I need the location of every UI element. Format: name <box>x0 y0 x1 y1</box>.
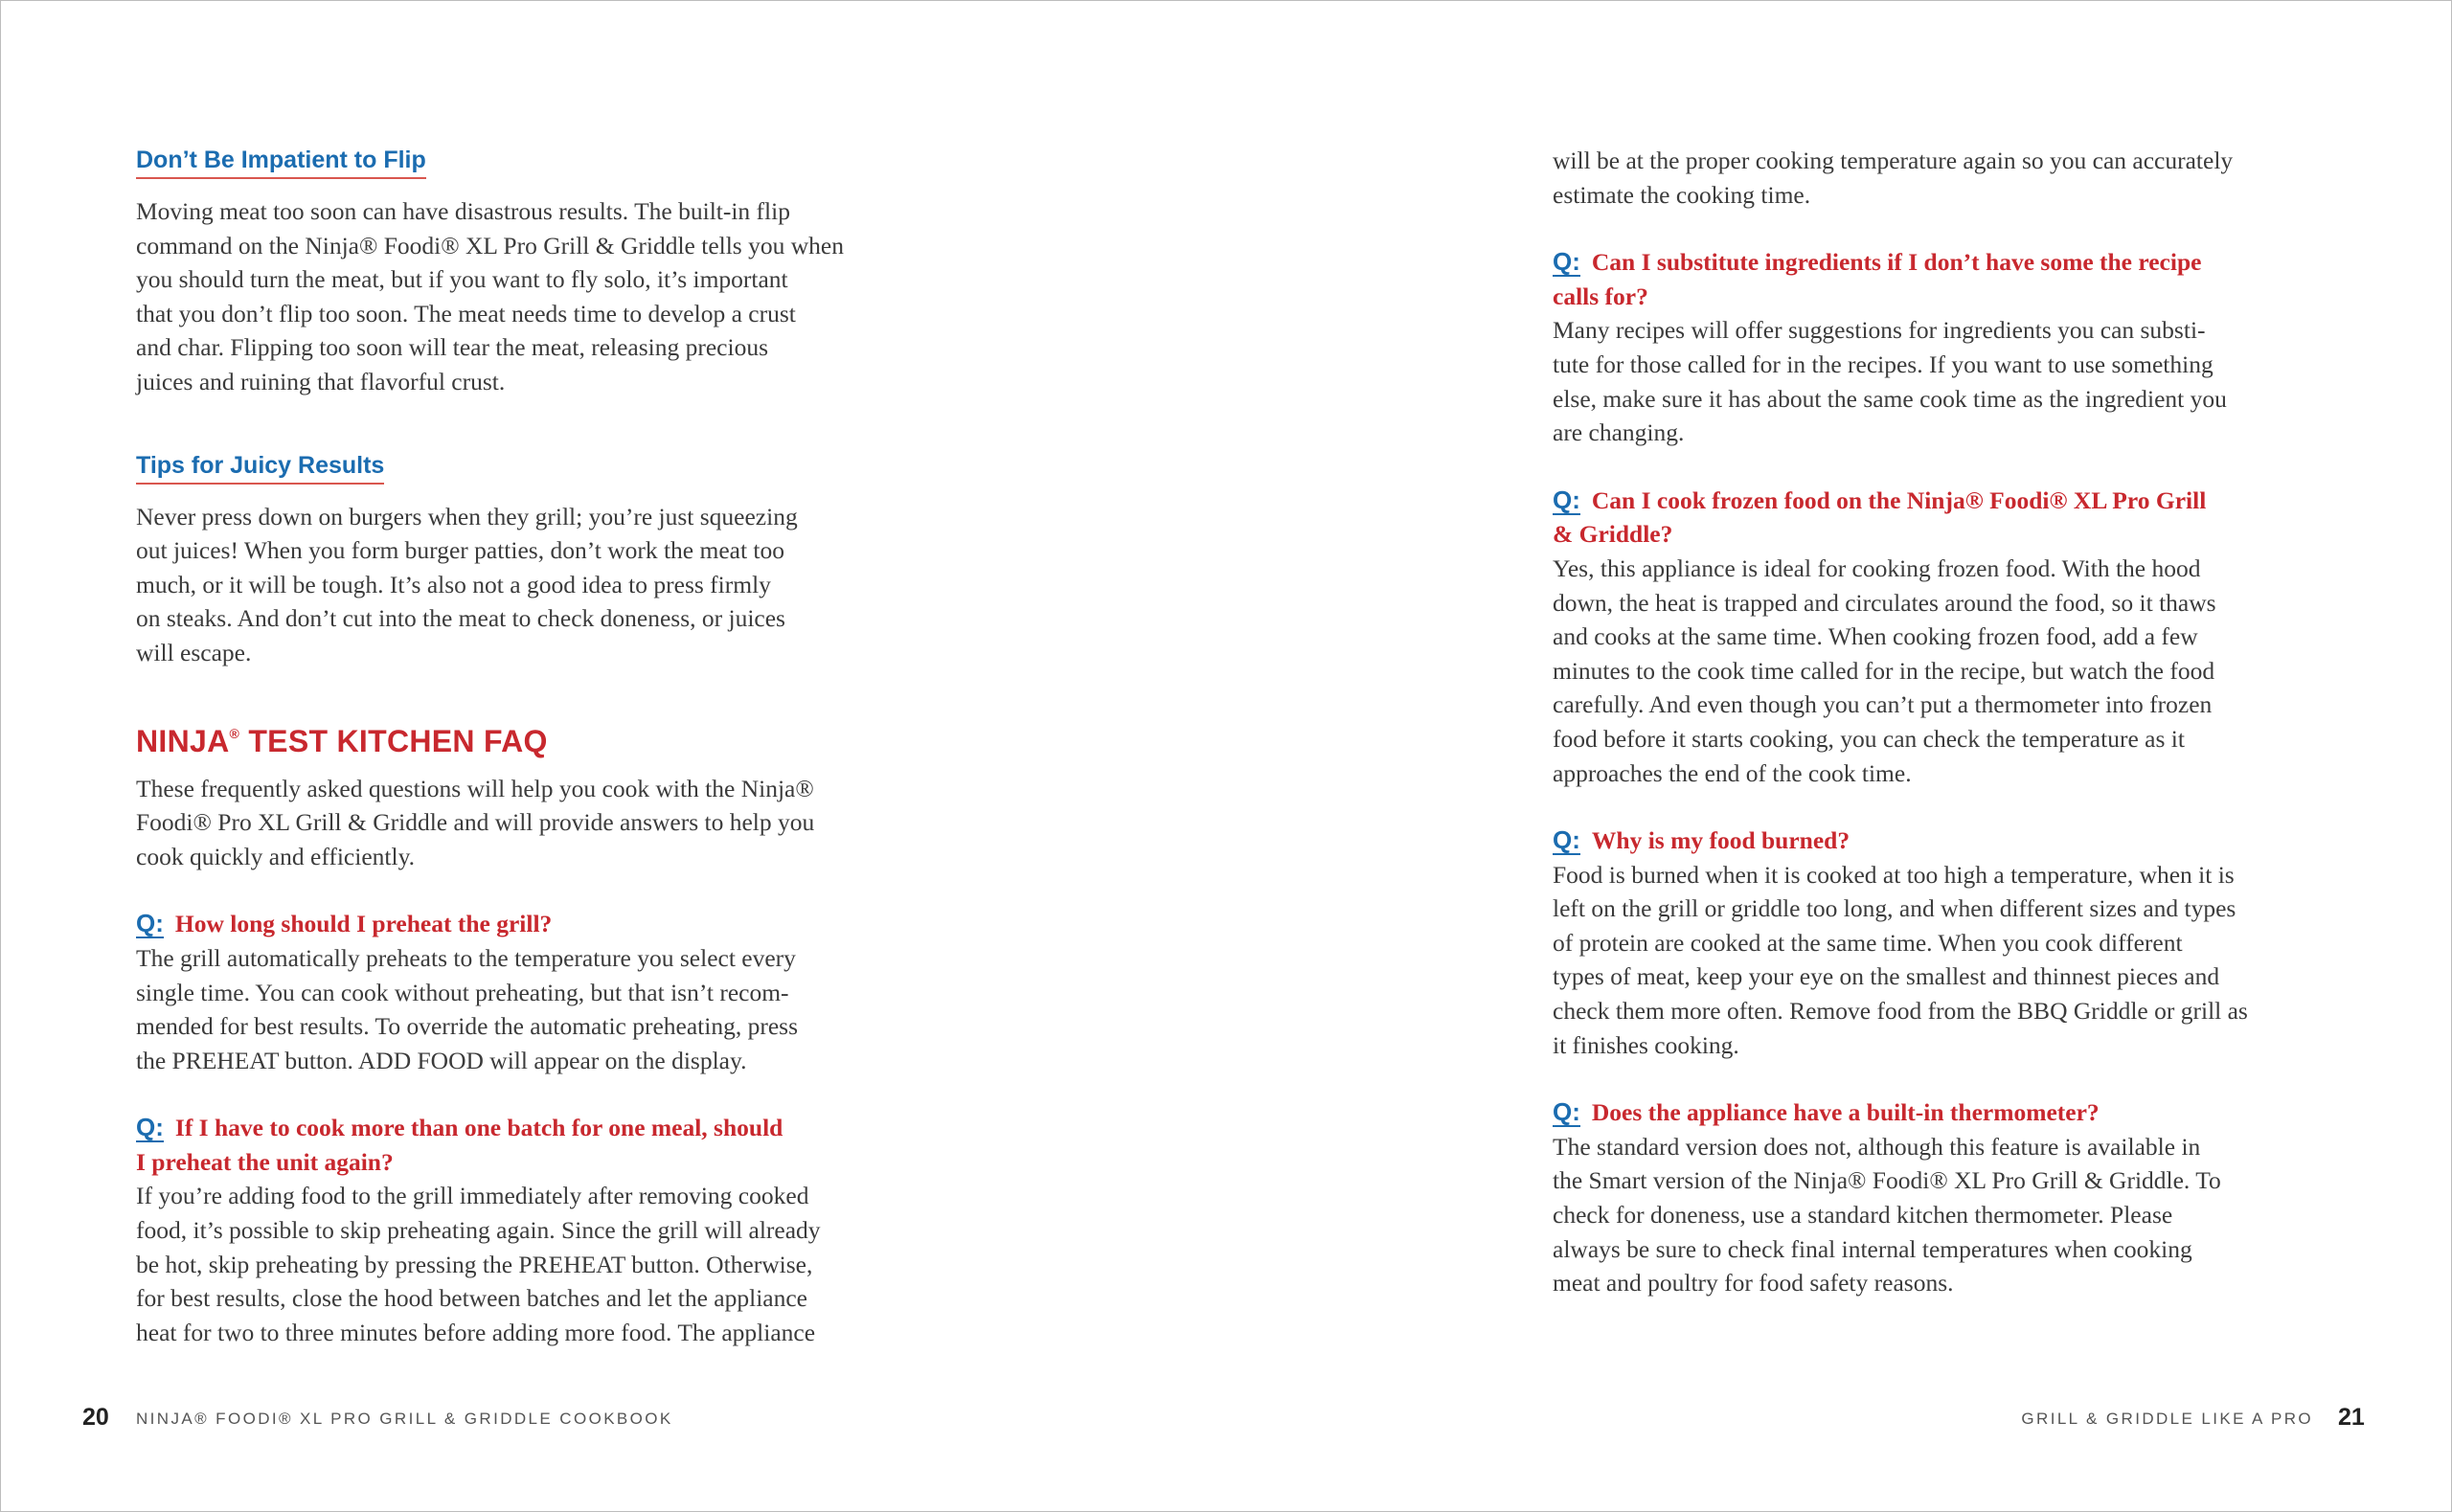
text-line: out juices! When you form burger patties, don’t work the meat too <box>136 536 785 565</box>
text-line: else, make sure it has about the same cook time as the ingredient you <box>1553 384 2227 413</box>
text-line: for best results, close the hood between batches and let the appliance <box>136 1284 808 1313</box>
text-line: left on the grill or griddle too long, and when different sizes and types <box>1553 894 2236 923</box>
faq-item-thermometer <box>1553 1095 2319 1300</box>
question-text: I preheat the unit again? <box>136 1147 394 1176</box>
faq-item-substitute <box>1553 245 2319 450</box>
faq-question <box>1553 245 2319 313</box>
left-running-title: NINJA® FOODI® XL PRO GRILL & GRIDDLE COOKBOOK <box>136 1410 673 1428</box>
text-line: The grill automatically preheats to the temperature you select every <box>136 943 796 972</box>
flip-heading: Don’t Be Impatient to Flip <box>136 144 426 179</box>
text-line: single time. You can cook without preheating, but that isn’t recom- <box>136 978 789 1006</box>
text-line: heat for two to three minutes before adding more food. The appliance <box>136 1318 816 1346</box>
faq-answer <box>1553 313 2319 449</box>
text-line: much, or it will be tough. It’s also not a good idea to press firmly <box>136 570 771 598</box>
question-text: If I have to cook more than one batch for one meal, should <box>174 1114 783 1142</box>
text-line: If you’re adding food to the grill immediately after removing cooked <box>136 1182 809 1210</box>
text-line: Many recipes will offer suggestions for ingredients you can substi- <box>1553 316 2206 345</box>
left-page-column <box>136 144 902 1349</box>
faq-answer <box>136 941 902 1077</box>
text-line: The standard version does not, although this feature is available in <box>1553 1132 2201 1161</box>
q-marker: Q: <box>1553 485 1580 514</box>
text-line: are changing. <box>1553 418 1685 447</box>
text-line: check them more often. Remove food from the BBQ Griddle or grill as <box>1553 997 2248 1026</box>
text-line: carefully. And even though you can’t put a thermometer into frozen <box>1553 690 2213 719</box>
faq-question-line <box>1553 1095 2319 1130</box>
faq-question-line <box>1553 484 2319 518</box>
question-text: calls for? <box>1553 282 1648 310</box>
text-line: juices and ruining that flavorful crust. <box>136 367 506 395</box>
text-line: meat and poultry for food safety reasons. <box>1553 1269 1954 1298</box>
text-line: cook quickly and efficiently. <box>136 842 416 870</box>
faq-answer <box>1553 858 2319 1063</box>
text-line: it finishes cooking. <box>1553 1030 1739 1059</box>
faq-question <box>1553 484 2319 552</box>
faq-question <box>1553 1095 2319 1130</box>
text-line: the PREHEAT button. ADD FOOD will appear on the display. <box>136 1046 747 1074</box>
right-page-column <box>1553 144 2319 1300</box>
faq-question-line <box>136 1111 902 1145</box>
text-line: will escape. <box>136 638 252 666</box>
left-page-number: 20 <box>82 1404 109 1431</box>
q-marker: Q: <box>136 1113 164 1142</box>
text-line: command on the Ninja® Foodi® XL Pro Grill & Griddle tells you when <box>136 231 844 260</box>
text-line: Foodi® Pro XL Grill & Griddle and will provide answers to help you <box>136 808 815 837</box>
text-line: and cooks at the same time. When cooking frozen food, add a few <box>1553 622 2198 651</box>
faq-section-title: NINJA® TEST KITCHEN FAQ <box>136 723 548 758</box>
q-marker: Q: <box>136 909 164 938</box>
faq-item-burned <box>1553 824 2319 1062</box>
text-line: tute for those called for in the recipes. If you want to use something <box>1553 350 2214 378</box>
faq-item-preheat <box>136 907 902 1077</box>
faq-intro-paragraph <box>136 772 902 874</box>
text-line: down, the heat is trapped and circulates around the food, so it thaws <box>1553 588 2216 617</box>
flip-paragraph <box>136 194 902 399</box>
text-line: always be sure to check final internal temperatures when cooking <box>1553 1234 2192 1263</box>
q-marker: Q: <box>1553 1097 1580 1127</box>
juicy-heading: Tips for Juicy Results <box>136 449 384 485</box>
text-line: Yes, this appliance is ideal for cooking frozen food. With the hood <box>1553 553 2201 582</box>
continued-paragraph <box>1553 144 2319 212</box>
q-marker: Q: <box>1553 247 1580 277</box>
text-line: will be at the proper cooking temperature again so you can accurately <box>1553 147 2234 174</box>
faq-question-line <box>1553 824 2319 858</box>
question-text: How long should I preheat the grill? <box>174 910 553 938</box>
text-line: Food is burned when it is cooked at too high a temperature, when it is <box>1553 860 2235 889</box>
faq-question-line <box>1553 280 2319 314</box>
faq-answer <box>136 1179 902 1349</box>
text-line: and char. Flipping too soon will tear the meat, releasing precious <box>136 333 768 362</box>
right-page-number: 21 <box>2338 1404 2365 1431</box>
text-line: that you don’t flip too soon. The meat needs time to develop a crust <box>136 299 796 327</box>
question-text: & Griddle? <box>1553 520 1673 549</box>
text-line: of protein are cooked at the same time. When you cook different <box>1553 928 2183 957</box>
text-line: approaches the end of the cook time. <box>1553 758 1912 787</box>
faq-item-batch <box>136 1111 902 1349</box>
text-line: types of meat, keep your eye on the smallest and thinnest pieces and <box>1553 962 2220 991</box>
faq-question-line <box>136 907 902 941</box>
text-line: Moving meat too soon can have disastrous results. The built-in flip <box>136 197 790 225</box>
right-running-title: GRILL & GRIDDLE LIKE A PRO <box>2021 1410 2313 1428</box>
question-text: Why is my food burned? <box>1591 826 1850 855</box>
text-line: estimate the cooking time. <box>1553 180 1811 209</box>
text-line: mended for best results. To override the automatic preheating, press <box>136 1012 798 1041</box>
juicy-paragraph <box>136 500 902 670</box>
faq-answer <box>1553 552 2319 790</box>
faq-question <box>136 907 902 941</box>
text-line: be hot, skip preheating by pressing the PREHEAT button. Otherwise, <box>136 1250 813 1278</box>
question-text: Can I substitute ingredients if I don’t have some the recipe <box>1591 248 2202 277</box>
faq-answer <box>1553 1130 2319 1300</box>
faq-item-frozen <box>1553 484 2319 790</box>
question-text: Can I cook frozen food on the Ninja® Foodi® XL Pro Grill <box>1591 485 2207 514</box>
text-line: These frequently asked questions will help you cook with the Ninja® <box>136 774 814 802</box>
text-line: on steaks. And don’t cut into the meat to check doneness, or juices <box>136 604 785 633</box>
faq-question-line <box>1553 245 2319 280</box>
faq-question-line <box>1553 517 2319 552</box>
text-line: food, it’s possible to skip preheating again. Since the grill will already <box>136 1216 821 1245</box>
text-line: food before it starts cooking, you can check the temperature as it <box>1553 724 2185 753</box>
faq-question <box>136 1111 902 1179</box>
text-line: check for doneness, use a standard kitchen thermometer. Please <box>1553 1201 2173 1230</box>
q-marker: Q: <box>1553 825 1580 855</box>
text-line: minutes to the cook time called for in the recipe, but watch the food <box>1553 656 2215 685</box>
text-line: you should turn the meat, but if you want to fly solo, it’s important <box>136 265 788 294</box>
faq-question-line <box>136 1145 902 1180</box>
text-line: the Smart version of the Ninja® Foodi® XL Pro Grill & Griddle. To <box>1553 1166 2221 1195</box>
text-line: Never press down on burgers when they grill; you’re just squeezing <box>136 502 798 530</box>
faq-question <box>1553 824 2319 858</box>
question-text: Does the appliance have a built-in thermometer? <box>1591 1098 2100 1127</box>
